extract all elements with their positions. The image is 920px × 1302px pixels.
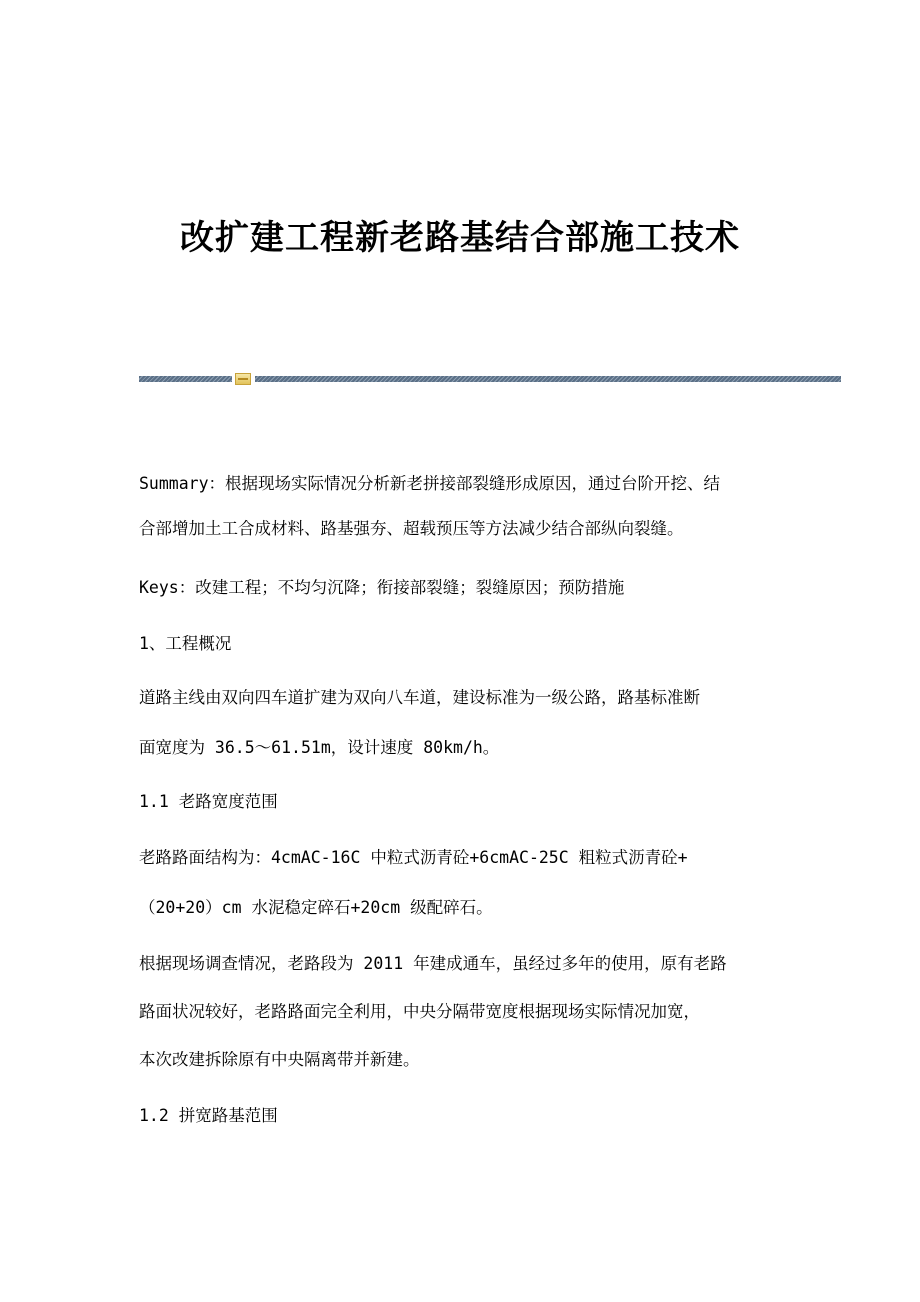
divider-bar-right [255,376,841,382]
paragraph-3-line-2: 路面状况较好，老路路面完全利用，中央分隔带宽度根据现场实际情况加宽， [139,1002,700,1021]
summary-line-1: Summary：根据现场实际情况分析新老拼接部裂缝形成原因，通过台阶开挖、结 [139,474,721,493]
divider-ornament-icon [235,373,251,385]
section-heading-1: 1、工程概况 [139,634,232,653]
paragraph-3-line-3: 本次改建拆除原有中央隔离带并新建。 [139,1050,420,1069]
title-divider [139,373,841,385]
paragraph-2-line-1: 老路路面结构为：4cmAC-16C 中粒式沥青砼+6cmAC-25C 粗粒式沥青砼+ [139,848,688,867]
document-title: 改扩建工程新老路基结合部施工技术 [180,218,740,258]
summary-line-2: 合部增加土工合成材料、路基强夯、超载预压等方法减少结合部纵向裂缝。 [139,519,684,538]
paragraph-1-line-2: 面宽度为 36.5～61.51m，设计速度 80km/h。 [139,738,500,757]
keywords-line: Keys：改建工程；不均匀沉降；衔接部裂缝；裂缝原因；预防措施 [139,578,625,597]
paragraph-2-line-2: （20+20）cm 水泥稳定碎石+20cm 级配碎石。 [139,898,493,917]
section-heading-1-2: 1.2 拼宽路基范围 [139,1106,278,1125]
divider-bar-left [139,376,232,382]
section-heading-1-1: 1.1 老路宽度范围 [139,792,278,811]
paragraph-3-line-1: 根据现场调查情况，老路段为 2011 年建成通车，虽经过多年的使用，原有老路 [139,954,727,973]
paragraph-1-line-1: 道路主线由双向四车道扩建为双向八车道，建设标准为一级公路，路基标准断 [139,688,700,707]
